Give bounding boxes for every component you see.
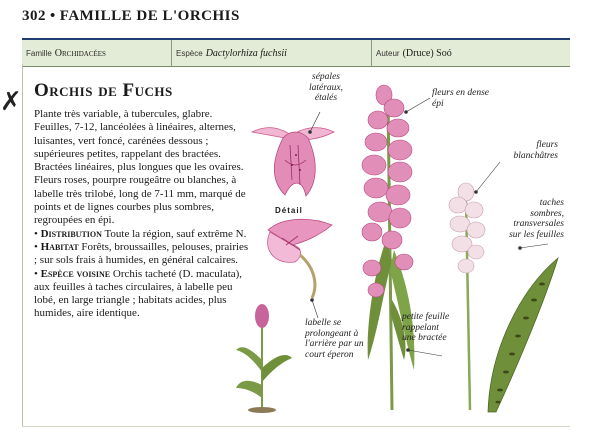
annotation-dark-spots: taches sombres, transversales sur les feuilles [509,198,564,240]
header-separator: • [50,8,56,24]
section-title: FAMILLE DE L'ORCHIS [59,8,240,24]
distribution-heading: Distribution [40,227,102,240]
related-text: Orchis tacheté (D. maculata), aux feuilles à taches circulaires, à labelle peu lobé, en large triangle ; habitats acides, plus humides, aire identique. [34,267,243,320]
description-text: Plante très variable, à tubercules, glabre. Feuilles, 7-12, lancéolées à linéaires, alternes, luisantes, vert foncé, carénées dessous ; supérieures petites, rappelant des bractées. Bractées linéaires, plus longues que les ovaires. Fleurs roses, pourpre rougeâtre ou blanches, à labelle très trilobé, long de 7-11 mm, marqué de points et de lignes courbes plus sombres, regroupées en épi. [34,108,246,227]
related-heading: Espèce voisine [40,267,111,280]
page-number: 302 [22,8,46,24]
habitat-text: Forêts, broussailles, pelouses, prairies ; sur sols frais à humides, en général calcaires. [34,240,249,267]
species-value: Dactylorhiza fuchsii [205,47,287,59]
flower-detail-side [268,219,332,298]
family-label: Famille [26,48,52,58]
white-orchid-spike [449,183,485,410]
annotation-labellum: labelle se prolongeant à l'arrière par un court éperon [305,318,364,360]
related-bullet: • [34,267,38,280]
margin-check-mark: ✗ [0,86,22,116]
annotation-sepals: sépales latéraux, étalés [308,72,344,103]
distribution-bullet: • [34,227,38,240]
pink-orchid-plant [362,85,414,410]
distribution-text: Toute la région, sauf extrême N. [104,227,247,240]
family-value: Orchidacées [54,47,106,59]
annotation-dense-spike: fleurs en dense épi [432,88,489,109]
flower-detail-top [252,128,334,196]
habitat-bullet: • [34,240,38,253]
annotation-small-leaf: petite feuille rappelant une bractée [402,312,450,343]
author-value: (Druce) Soó [402,47,452,59]
spotted-leaf [488,258,558,412]
small-plant [236,304,292,413]
author-label: Auteur [376,48,400,58]
annotation-white-flowers: fleurs blanchâtres [513,140,558,161]
habitat-heading: Habitat [40,240,79,253]
detail-label: Détail [275,206,303,215]
species-title: Orchis de Fuchs [34,80,173,101]
species-label: Espèce [176,48,203,58]
